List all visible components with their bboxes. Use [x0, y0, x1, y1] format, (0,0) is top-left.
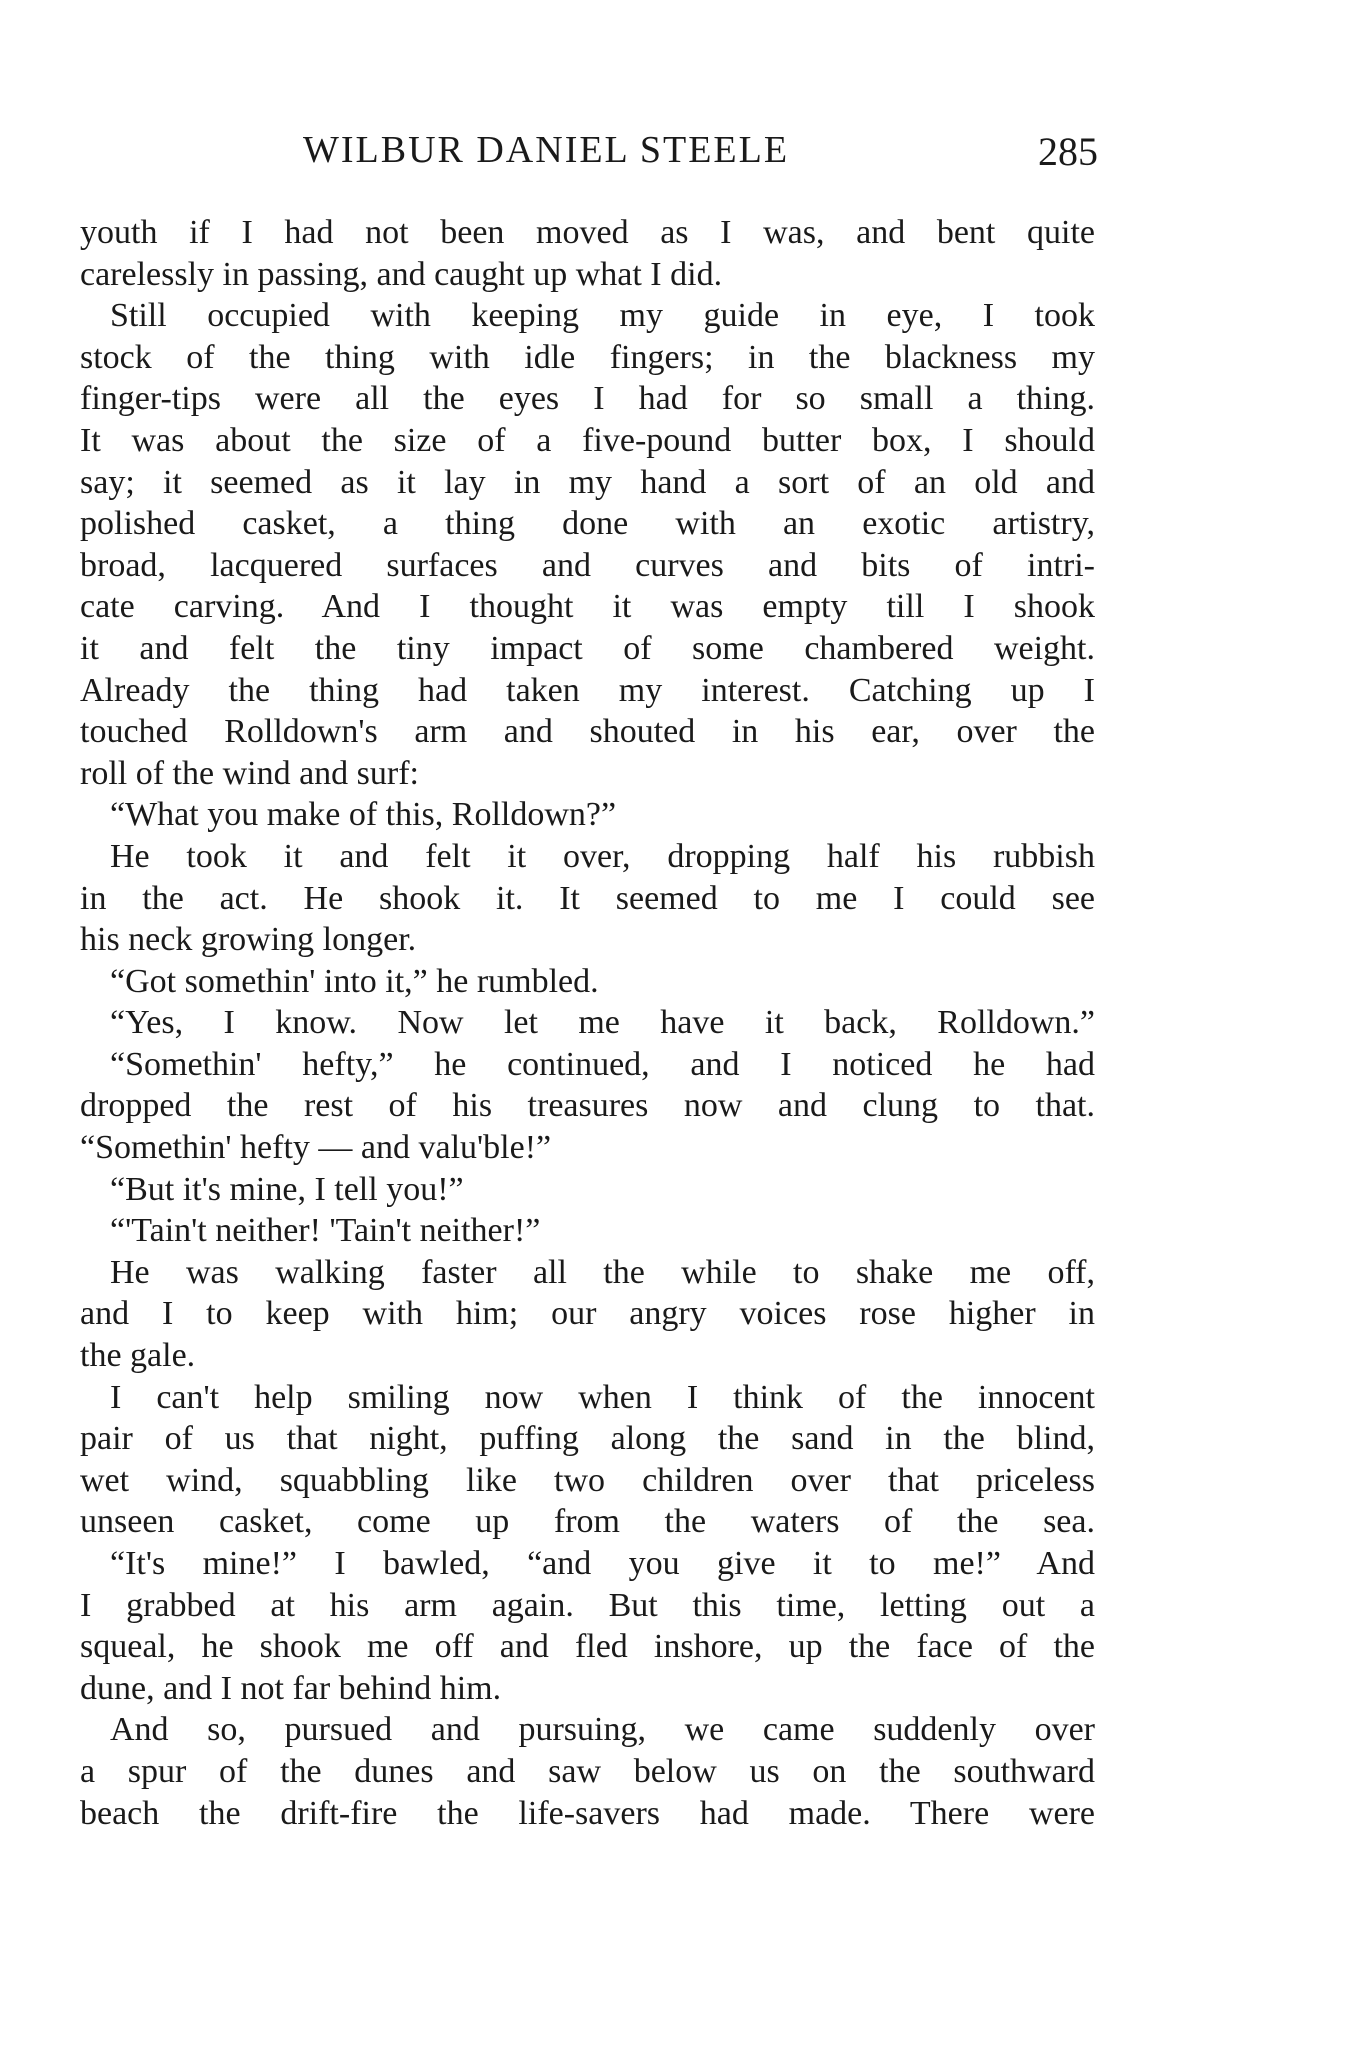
text-line: carelessly in passing, and caught up what I did. [80, 255, 723, 293]
text-line: pair of us that night, puffing along the sand in the blind, [80, 1420, 1095, 1458]
text-line: touched Rolldown's arm and shouted in his ear, over the [80, 713, 1095, 751]
text-line: unseen casket, come up from the waters of the sea. [80, 1503, 1095, 1541]
text-line: “What you make of this, Rolldown?” [110, 796, 617, 834]
text-line: Already the thing had taken my interest. Catching up I [80, 671, 1095, 709]
text-line: beach the drift-fire the life-savers had made. There were [80, 1794, 1095, 1832]
text-line: wet wind, squabbling like two children over that priceless [80, 1461, 1095, 1499]
text-line: squeal, he shook me off and fled inshore, up the face of the [80, 1628, 1095, 1666]
text-line: He took it and felt it over, dropping half his rubbish [110, 837, 1095, 875]
text-line: It was about the size of a five-pound butter box, I should [80, 421, 1095, 459]
text-line: “'Tain't neither! 'Tain't neither!” [110, 1212, 541, 1250]
text-line: And so, pursued and pursuing, we came suddenly over [110, 1711, 1095, 1749]
text-line: dune, and I not far behind him. [80, 1669, 502, 1707]
text-line: roll of the wind and surf: [80, 754, 419, 792]
text-line: “Yes, I know. Now let me have it back, Rolldown.” [110, 1004, 1095, 1042]
text-line: “It's mine!” I bawled, “and you give it to me!” And [110, 1545, 1095, 1582]
text-line: say; it seemed as it lay in my hand a sort of an old and [80, 463, 1095, 501]
text-line: finger-tips were all the eyes I had for so small a thing. [80, 380, 1095, 418]
text-line: I can't help smiling now when I think of the innocent [110, 1378, 1095, 1416]
text-line: dropped the rest of his treasures now and clung to that. [80, 1087, 1095, 1125]
text-line: stock of the thing with idle fingers; in the blackness my [80, 338, 1095, 376]
text-line: the gale. [80, 1337, 196, 1375]
text-line: his neck growing longer. [80, 921, 417, 959]
text-line: Still occupied with keeping my guide in eye, I took [110, 297, 1095, 335]
page-number: 285 [1038, 129, 1098, 174]
page-header [78, 128, 1098, 178]
text-line: and I to keep with him; our angry voices rose higher in [80, 1295, 1095, 1333]
text-line: I grabbed at his arm again. But this time, letting out a [80, 1586, 1095, 1624]
text-line: “Somethin' hefty — and valu'ble!” [80, 1129, 552, 1167]
text-line: polished casket, a thing done with an exotic artistry, [80, 505, 1095, 543]
text-line: it and felt the tiny impact of some chambered weight. [80, 629, 1095, 667]
text-line: in the act. He shook it. It seemed to me I could see [80, 879, 1095, 917]
running-head: WILBUR DANIEL STEELE [303, 129, 790, 171]
text-line: He was walking faster all the while to shake me off, [110, 1253, 1095, 1291]
text-line: a spur of the dunes and saw below us on the southward [80, 1752, 1095, 1790]
text-line: cate carving. And I thought it was empty till I shook [80, 588, 1095, 626]
text-line: “Somethin' hefty,” he continued, and I noticed he had [110, 1045, 1095, 1083]
text-line: broad, lacquered surfaces and curves and bits of intri- [80, 546, 1095, 584]
text-line: “Got somethin' into it,” he rumbled. [110, 962, 599, 1000]
body-text [80, 212, 1095, 1834]
text-line: “But it's mine, I tell you!” [110, 1170, 464, 1208]
text-line: youth if I had not been moved as I was, and bent quite [80, 214, 1095, 251]
